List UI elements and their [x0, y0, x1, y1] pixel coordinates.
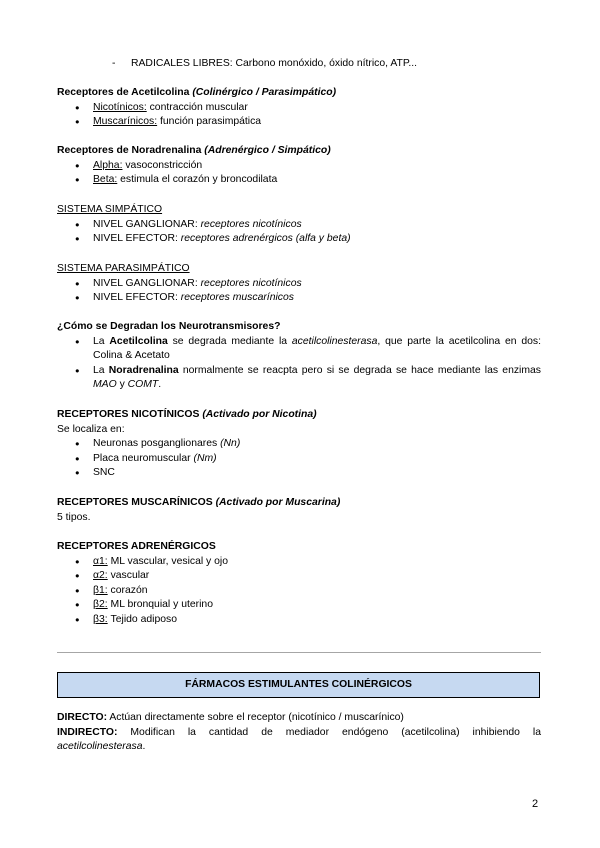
section-banner: FÁRMACOS ESTIMULANTES COLINÉRGICOS — [57, 672, 540, 698]
radicales-libres-line — [112, 57, 417, 72]
indirecto-line: INDIRECTO: Modifican la cantidad de mediador endógeno (acetilcolina) inhibiendo la acetilcolinesterasa. — [57, 726, 541, 753]
list-item: ● Alpha: vasoconstricción — [57, 159, 541, 174]
section-title: SISTEMA PARASIMPÁTICO — [57, 263, 190, 274]
dash-bullet: - — [112, 58, 116, 69]
section-receptores-nicotinicos — [57, 408, 541, 481]
section-receptores-muscarinicos — [57, 496, 541, 525]
list-item: ● NIVEL EFECTOR: receptores muscarínicos — [57, 291, 541, 306]
list-item: ● β1: corazón — [57, 584, 541, 599]
list-item: ● SNC — [57, 466, 541, 481]
section-degradacion — [57, 320, 541, 393]
section-receptores-adrenergicos — [57, 540, 541, 628]
section-title: RECEPTORES ADRENÉRGICOS — [57, 541, 216, 552]
list-item: ● NIVEL GANGLIONAR: receptores nicotínicos — [57, 218, 541, 233]
intro-text: Se localiza en: — [57, 423, 125, 435]
list-item: ● NIVEL GANGLIONAR: receptores nicotínicos — [57, 277, 541, 292]
list-item: ● β3: Tejido adiposo — [57, 613, 541, 628]
section-title: ¿Cómo se Degradan los Neurotransmisores? — [57, 321, 281, 332]
page-number: 2 — [532, 798, 539, 810]
section-title: RECEPTORES MUSCARÍNICOS (Activado por Muscarina) — [57, 497, 341, 508]
list-item: ● La Noradrenalina normalmente se reacpta pero si se degrada se hace mediante las enzimas MAO y COMT. — [57, 364, 541, 393]
list-item: ● La Acetilcolina se degrada mediante la acetilcolinesterasa, que parte la acetilcolina en dos: Colina & Acetato — [57, 335, 541, 364]
section-title: SISTEMA SIMPÁTICO — [57, 204, 163, 215]
section-farmacos-tipos — [57, 711, 541, 755]
list-item: ● α1: ML vascular, vesical y ojo — [57, 555, 541, 570]
list-item: ● Beta: estimula el corazón y broncodilata — [57, 173, 541, 188]
body-text: 5 tipos. — [57, 511, 91, 523]
section-acetilcolina — [57, 86, 541, 130]
list-item: ● α2: vascular — [57, 569, 541, 584]
section-title: Receptores de Acetilcolina (Colinérgico / Parasimpático) — [57, 87, 337, 98]
list-item: ● Muscarínicos: función parasimpática — [57, 115, 541, 130]
section-noradrenalina — [57, 144, 541, 188]
radicales-libres-text: RADICALES LIBRES: Carbono monóxido, óxido nítrico, ATP... — [131, 58, 418, 69]
directo-line: DIRECTO: Actúan directamente sobre el receptor (nicotínico / muscarínico) — [57, 712, 404, 723]
list-item: ● β2: ML bronquial y uterino — [57, 598, 541, 613]
list-item: ● Nicotínicos: contracción muscular — [57, 101, 541, 116]
section-title: Receptores de Noradrenalina (Adrenérgico / Simpático) — [57, 145, 331, 156]
list-item: ● NIVEL EFECTOR: receptores adrenérgicos (alfa y beta) — [57, 232, 541, 247]
section-sistema-simpatico — [57, 203, 541, 247]
section-sistema-parasimpatico — [57, 262, 541, 306]
section-title: RECEPTORES NICOTÍNICOS (Activado por Nicotina) — [57, 409, 317, 420]
horizontal-divider — [57, 652, 541, 653]
list-item: ● Neuronas posganglionares (Nn) — [57, 437, 541, 452]
list-item: ● Placa neuromuscular (Nm) — [57, 452, 541, 467]
